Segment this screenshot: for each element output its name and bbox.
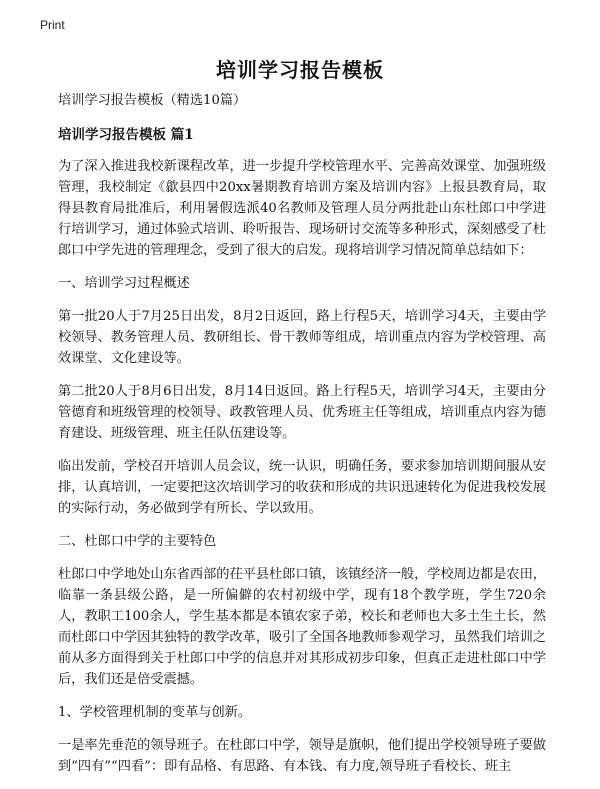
paragraph-leadership: 一是率先垂范的领导班子。在杜郎口中学，领导是旗帜，他们提出学校领导班子要做到“四有”“四看”：即有品格、有思路、有本钱、有力度,领导班子看校长、班主: [58, 738, 546, 774]
document-body: [58, 90, 546, 789]
section-title: 培训学习报告模板 篇1: [58, 127, 194, 143]
document-subtitle: 培训学习报告模板（精选10篇）: [58, 93, 247, 108]
paragraph-second-batch: 第二批20人于8月6日出发，8月14日返回。路上行程5天，培训学习4天，主要由分管德育和班级管理的校领导、政教管理人员、优秀班主任等组成，培训重点内容为德育建设、班级管理、班主任队伍建设等。: [58, 384, 546, 441]
heading-management-reform: 1、学校管理机制的变革与创新。: [58, 705, 252, 720]
heading-training-overview: 一、培训学习过程概述: [58, 276, 190, 291]
heading-school-features: 二、杜郎口中学的主要特色: [58, 534, 217, 549]
intro-paragraph: 为了深入推进我校新课程改革，进一步提升学校管理水平、完善高效课堂、加强班级管理，我校制定《歙县四中20xx暑期教育培训方案及培训内容》上报县教育局，取得县教育局批准后，利用暑假选派40名教师及管理人员分两批赴山东杜郎口中学进行培训学习，通过体验式培训、聆听报告、现场研讨交流等多种形式，深刻感受了杜郎口中学先进的管理理念，受到了很大的启发。现将培训学习情况简单总结如下：: [58, 159, 546, 258]
print-label[interactable]: Print: [40, 18, 65, 32]
paragraph-before-departure: 临出发前，学校召开培训人员会议，统一认识，明确任务，要求参加培训期间服从安排，认真培训，一定要把这次培训学习的收获和形成的共识迅速转化为促进我校发展的实际行动，务必做到学有所长、学以致用。: [58, 459, 546, 516]
document-title: 培训学习报告模板: [216, 58, 384, 82]
paragraph-school-description: 杜郎口中学地处山东省西部的茌平县杜郎口镇，该镇经济一般，学校周边都是农田，临靠一条县级公路，是一所偏僻的农村初级中学，现有18个教学班，学生720余人，教职工100余人，学生基本都是本镇农家子弟，校长和老师也大多土生土长，然而杜郎口中学因其独特的教学改革，吸引了全国各地教师参观学习，虽然我们培训之前从多方面得到关于杜郎口中学的信息并对其形成初步印象，但真正走进杜郎口中学后，我们还是倍受震撼。: [58, 567, 546, 687]
paragraph-first-batch: 第一批20人于7月25日出发，8月2日返回，路上行程5天，培训学习4天，主要由学校领导、教务管理人员、教研组长、骨干教师等组成，培训重点内容为学校管理、高效课堂、文化建设等。: [58, 309, 546, 366]
